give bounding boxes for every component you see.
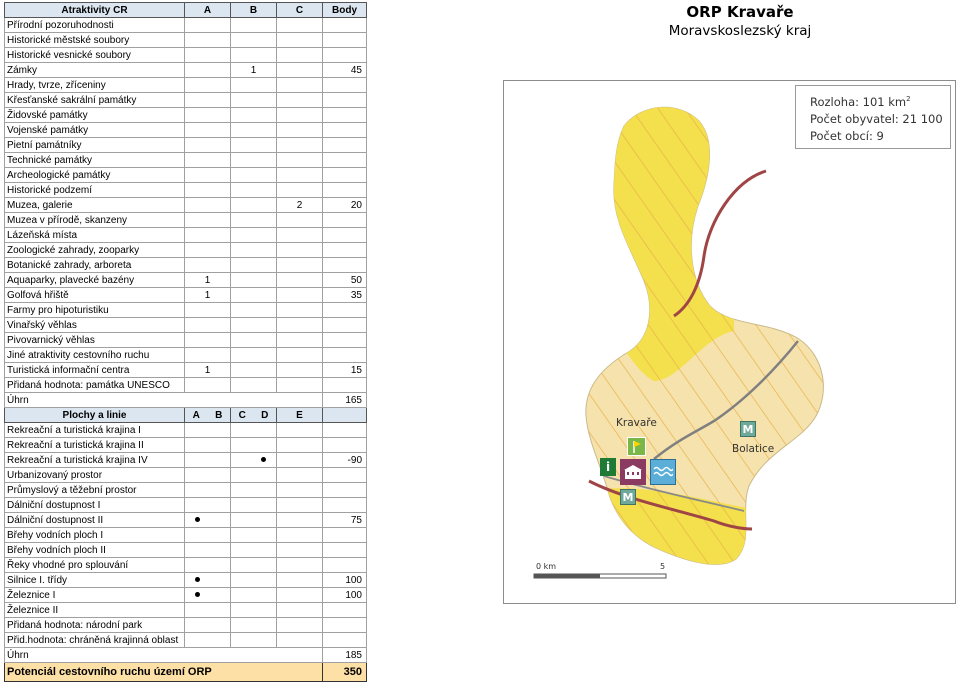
attraction-row [5,63,367,78]
attraction-a [185,348,231,363]
area-col-e [277,573,323,588]
area-row [5,498,367,513]
attraction-label: Turistická informační centra [5,363,185,378]
area-col-e [277,618,323,633]
attractions-sum-value: 165 [323,393,367,408]
attraction-c [277,183,323,198]
attraction-points [323,318,367,333]
map-title: ORP Kravaře [686,3,794,21]
area-col-ab [185,483,231,498]
attraction-points [323,168,367,183]
attraction-a [185,333,231,348]
attraction-row [5,168,367,183]
attraction-a: 1 [185,363,231,378]
attraction-label: Historické podzemí [5,183,185,198]
attraction-label: Farmy pro hipoturistiku [5,303,185,318]
area-col-e [277,423,323,438]
area-label: Přidaná hodnota: národní park [5,618,185,633]
attraction-b [231,288,277,303]
attraction-row [5,33,367,48]
attraction-a [185,138,231,153]
scale-bar [534,574,666,578]
attraction-a [185,123,231,138]
area-col-e [277,438,323,453]
areas-header-ab-b: B [215,409,223,421]
areas-header-row [5,408,367,423]
attraction-row [5,273,367,288]
attraction-row [5,228,367,243]
aquapark-icon [650,459,676,485]
header-label: Atraktivity CR [5,3,185,18]
attraction-label: Přidaná hodnota: památka UNESCO [5,378,185,393]
attraction-a [185,48,231,63]
area-col-ab [185,528,231,543]
attraction-points [323,78,367,93]
attraction-a [185,153,231,168]
attraction-a [185,18,231,33]
golf-flag-icon [627,437,646,456]
area-label: Řeky vhodné pro splouvání [5,558,185,573]
area-label: Rekreační a turistická krajina I [5,423,185,438]
attraction-b [231,333,277,348]
attraction-c [277,138,323,153]
attraction-c [277,333,323,348]
attraction-label: Pietní památníky [5,138,185,153]
area-row [5,633,367,648]
selected-dot [195,517,200,522]
area-points: 100 [323,588,367,603]
area-label: Rekreační a turistická krajina II [5,438,185,453]
area-col-cd [231,633,277,648]
attraction-a [185,93,231,108]
area-points [323,423,367,438]
attraction-c [277,303,323,318]
attraction-a [185,198,231,213]
areas-header-e-e: E [296,409,303,421]
area-label: Železnice I [5,588,185,603]
total-value: 350 [323,663,367,682]
attraction-points [323,18,367,33]
areas-header-cd [231,408,277,423]
attraction-c [277,213,323,228]
attraction-b [231,123,277,138]
area-col-cd [231,498,277,513]
area-col-ab [185,498,231,513]
area-points [323,498,367,513]
area-row [5,453,367,468]
attraction-points [323,303,367,318]
area-row [5,573,367,588]
attraction-points [323,108,367,123]
area-row [5,543,367,558]
area-col-e [277,513,323,528]
area-col-e [277,588,323,603]
attraction-b [231,348,277,363]
map-info-box [795,85,951,149]
area-col-e [277,468,323,483]
area-col-ab [185,573,231,588]
attraction-a [185,108,231,123]
area-col-cd [231,558,277,573]
area-row [5,588,367,603]
attraction-row [5,258,367,273]
attraction-points [323,33,367,48]
area-label: Železnice II [5,603,185,618]
attraction-b [231,258,277,273]
attraction-row [5,363,367,378]
area-col-cd [231,513,277,528]
town-label-bolatice: Bolatice [732,443,775,455]
area-row [5,468,367,483]
map-subtitle: Moravskoslezský kraj [668,23,812,39]
attraction-a: 1 [185,273,231,288]
area-col-ab [185,618,231,633]
area-label: Přid.hodnota: chráněná krajinná oblast [5,633,185,648]
attraction-c [277,318,323,333]
area-row [5,513,367,528]
area-col-e [277,558,323,573]
area-col-ab [185,603,231,618]
attraction-points [323,138,367,153]
attraction-points: 45 [323,63,367,78]
area-col-cd [231,528,277,543]
attraction-b [231,363,277,378]
area-points: 75 [323,513,367,528]
attraction-row [5,78,367,93]
area-points [323,468,367,483]
attraction-label: Vinařský věhlas [5,318,185,333]
attraction-label: Zoologické zahrady, zooparky [5,243,185,258]
museum-icon: M [620,489,636,505]
attraction-c [277,18,323,33]
area-row [5,528,367,543]
total-label: Potenciál cestovního ruchu území ORP [5,663,323,682]
attraction-points [323,258,367,273]
attraction-points [323,348,367,363]
attraction-points: 15 [323,363,367,378]
attraction-label: Vojenské památky [5,123,185,138]
area-col-ab [185,543,231,558]
area-col-e [277,453,323,468]
areas-header-ab-a: A [192,409,200,421]
attraction-row [5,303,367,318]
information-icon: i [600,458,616,476]
area-col-cd [231,603,277,618]
attraction-label: Aquaparky, plavecké bazény [5,273,185,288]
area-points [323,528,367,543]
attraction-points: 50 [323,273,367,288]
area-points: -90 [323,453,367,468]
attraction-label: Zámky [5,63,185,78]
area-col-e [277,483,323,498]
attraction-row [5,48,367,63]
attraction-b [231,93,277,108]
hatch-overlay [564,81,864,604]
area-points [323,603,367,618]
areas-sum-label: Úhrn [5,648,323,663]
area-col-cd [231,543,277,558]
area-points: 100 [323,573,367,588]
attraction-c [277,168,323,183]
attraction-points [323,333,367,348]
attractions-sum-label: Úhrn [5,393,323,408]
attraction-b [231,33,277,48]
area-col-ab [185,513,231,528]
attraction-c [277,243,323,258]
attractions-sum-row [5,393,367,408]
attraction-b [231,243,277,258]
attraction-label: Křesťanské sakrální památky [5,93,185,108]
area-row [5,618,367,633]
attraction-c [277,123,323,138]
areas-header-ab [185,408,231,423]
area-points [323,483,367,498]
map-title-block [560,3,920,41]
attraction-label: Lázeňská místa [5,228,185,243]
area-row [5,603,367,618]
area-points [323,543,367,558]
attraction-label: Muzea v přírodě, skanzeny [5,213,185,228]
selected-dot [261,457,266,462]
area-col-ab [185,453,231,468]
area-col-e [277,498,323,513]
attraction-a [185,378,231,393]
attraction-b [231,153,277,168]
attraction-b [231,138,277,153]
town-label-kravare: Kravaře [616,417,657,429]
attraction-a [185,228,231,243]
attraction-c [277,63,323,78]
attraction-c [277,108,323,123]
areas-sum-row [5,648,367,663]
attraction-c [277,378,323,393]
attraction-a [185,303,231,318]
attraction-b [231,108,277,123]
area-col-ab [185,633,231,648]
attraction-b [231,18,277,33]
area-label: Břehy vodních ploch II [5,543,185,558]
attraction-label: Technické památky [5,153,185,168]
attraction-c [277,33,323,48]
areas-header-label: Plochy a linie [5,408,185,423]
attraction-c [277,228,323,243]
chateau-icon [620,459,646,485]
attraction-row [5,18,367,33]
attraction-c [277,273,323,288]
attraction-c [277,78,323,93]
attraction-points [323,378,367,393]
attraction-c: 2 [277,198,323,213]
area-points [323,633,367,648]
scale-label-start: 0 km [536,562,557,571]
attraction-label: Muzea, galerie [5,198,185,213]
attractions-table [4,2,367,682]
area-col-e [277,633,323,648]
area-col-e [277,603,323,618]
attraction-label: Přírodní pozoruhodnosti [5,18,185,33]
attraction-c [277,93,323,108]
attraction-b [231,183,277,198]
attraction-a [185,183,231,198]
attraction-c [277,348,323,363]
municipalities-text: Počet obcí: 9 [810,128,884,143]
attraction-row [5,153,367,168]
attraction-a: 1 [185,288,231,303]
area-label: Průmyslový a těžební prostor [5,483,185,498]
attraction-points: 20 [323,198,367,213]
attraction-b [231,213,277,228]
area-col-cd [231,618,277,633]
area-points [323,438,367,453]
selected-dot [195,592,200,597]
area-col-cd [231,483,277,498]
header-c: C [277,3,323,18]
attraction-row [5,378,367,393]
area-label: Silnice I. třídy [5,573,185,588]
areas-header-points [323,408,367,423]
area-col-cd [231,573,277,588]
attraction-row [5,288,367,303]
museum-icon-bolatice: M [740,421,756,437]
area-label: Rekreační a turistická krajina IV [5,453,185,468]
map-frame [503,80,956,604]
area-col-ab [185,423,231,438]
attraction-b [231,378,277,393]
attraction-b [231,168,277,183]
attraction-b [231,78,277,93]
attraction-label: Hrady, tvrze, zříceniny [5,78,185,93]
area-text: Rozloha: 101 $km^2$ [810,94,911,109]
attraction-b [231,273,277,288]
header-points: Body [323,3,367,18]
attraction-label: Jiné atraktivity cestovního ruchu [5,348,185,363]
areas-header-e [277,408,323,423]
attraction-b [231,198,277,213]
areas-header-cd-d: D [261,409,269,421]
attraction-points [323,123,367,138]
area-col-ab [185,558,231,573]
attraction-points [323,93,367,108]
area-label: Dálniční dostupnost II [5,513,185,528]
attraction-row [5,198,367,213]
attraction-row [5,318,367,333]
area-row [5,483,367,498]
area-col-cd [231,453,277,468]
attraction-row [5,123,367,138]
area-col-e [277,528,323,543]
attractions-header-row [5,3,367,18]
attraction-c [277,288,323,303]
attraction-row [5,333,367,348]
attraction-c [277,363,323,378]
attraction-b [231,318,277,333]
area-row [5,558,367,573]
population-text: Počet obyvatel: 21 100 [810,111,943,126]
attraction-b [231,303,277,318]
attraction-points [323,228,367,243]
attraction-a [185,318,231,333]
attraction-b [231,228,277,243]
attraction-a [185,78,231,93]
attraction-label: Pivovarnický věhlas [5,333,185,348]
attraction-row [5,348,367,363]
attraction-row [5,243,367,258]
attraction-c [277,48,323,63]
attraction-label: Historické městské soubory [5,33,185,48]
header-a: A [185,3,231,18]
total-row [5,663,367,682]
header-b: B [231,3,277,18]
scale-label-end: 5 [660,562,666,571]
attraction-row [5,138,367,153]
attraction-points [323,183,367,198]
attraction-c [277,258,323,273]
attraction-row [5,213,367,228]
attraction-row [5,183,367,198]
attraction-label: Botanické zahrady, arboreta [5,258,185,273]
attraction-points [323,48,367,63]
area-col-cd [231,468,277,483]
attraction-a [185,33,231,48]
attraction-label: Historické vesnické soubory [5,48,185,63]
attraction-row [5,93,367,108]
area-col-cd [231,438,277,453]
region-map [504,81,956,604]
area-col-ab [185,588,231,603]
area-points [323,618,367,633]
area-col-ab [185,468,231,483]
attraction-points [323,153,367,168]
attraction-label: Židovské památky [5,108,185,123]
area-col-cd [231,588,277,603]
attraction-a [185,63,231,78]
area-label: Dálniční dostupnost I [5,498,185,513]
attraction-a [185,213,231,228]
area-col-ab [185,438,231,453]
areas-header-cd-c: C [238,409,246,421]
attraction-label: Golfová hřiště [5,288,185,303]
attraction-a [185,243,231,258]
area-label: Urbanizovaný prostor [5,468,185,483]
attraction-b [231,48,277,63]
attraction-label: Archeologické památky [5,168,185,183]
area-label: Břehy vodních ploch I [5,528,185,543]
selected-dot [195,577,200,582]
areas-sum-value: 185 [323,648,367,663]
attraction-points [323,213,367,228]
attraction-c [277,153,323,168]
attraction-a [185,258,231,273]
area-points [323,558,367,573]
area-col-cd [231,423,277,438]
attraction-points [323,243,367,258]
attraction-b: 1 [231,63,277,78]
area-row [5,423,367,438]
attraction-points: 35 [323,288,367,303]
attraction-a [185,168,231,183]
area-col-e [277,543,323,558]
attraction-row [5,108,367,123]
area-row [5,438,367,453]
